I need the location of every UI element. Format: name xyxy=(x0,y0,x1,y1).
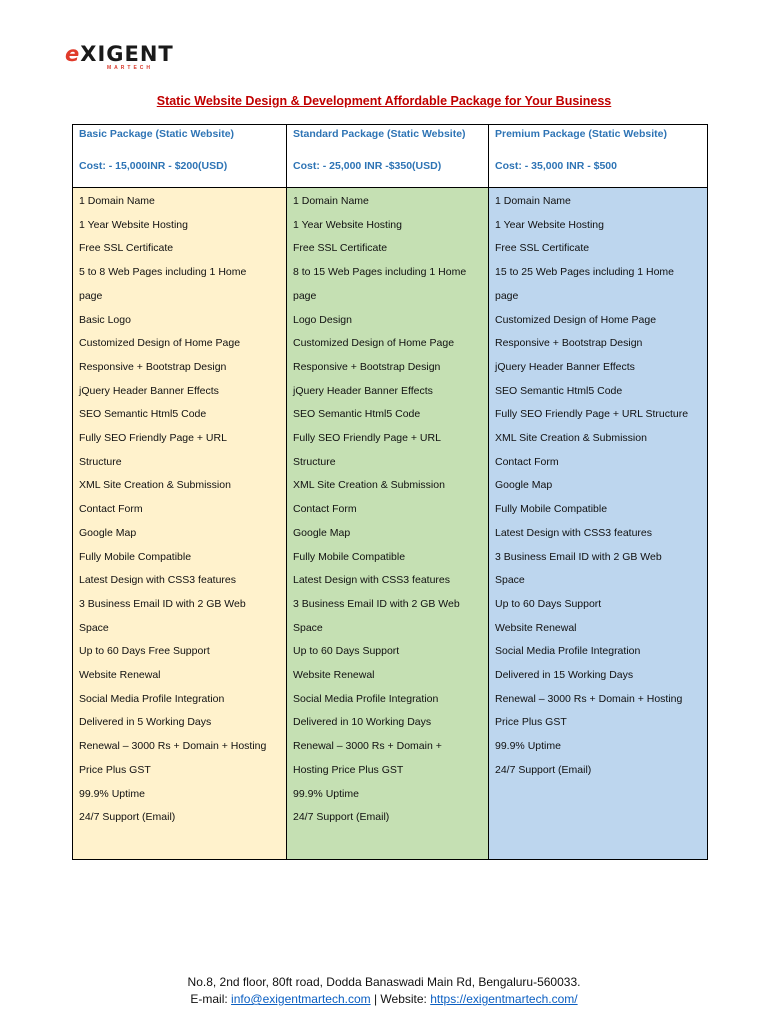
feature-item: Contact Form xyxy=(79,503,143,516)
feature-item: 15 to 25 Web Pages including 1 Home xyxy=(495,266,675,279)
package-column-premium xyxy=(488,125,707,859)
feature-item: 8 to 15 Web Pages including 1 Home xyxy=(293,266,467,279)
feature-item: Delivered in 15 Working Days xyxy=(495,669,634,682)
feature-item: jQuery Header Banner Effects xyxy=(79,384,219,397)
feature-item: Free SSL Certificate xyxy=(293,242,388,255)
feature-item: 5 to 8 Web Pages including 1 Home xyxy=(79,266,247,279)
feature-item: jQuery Header Banner Effects xyxy=(495,360,635,373)
feature-item: 3 Business Email ID with 2 GB Web xyxy=(79,597,246,610)
feature-item: Space xyxy=(293,621,323,634)
package-cost: Cost: - 25,000 INR -$350(USD) xyxy=(293,160,442,172)
package-cost: Cost: - 15,000INR - $200(USD) xyxy=(79,160,228,172)
feature-item: Responsive + Bootstrap Design xyxy=(495,337,643,350)
feature-item: 99.9% Uptime xyxy=(495,740,561,753)
feature-item: Google Map xyxy=(495,479,553,492)
feature-item: Fully SEO Friendly Page + URL xyxy=(79,432,227,445)
feature-item: Price Plus GST xyxy=(495,716,567,729)
company-logo xyxy=(65,44,174,74)
feature-item: Fully Mobile Compatible xyxy=(79,550,192,563)
logo-e-mark: e xyxy=(65,42,81,66)
footer xyxy=(0,974,768,1008)
feature-item: 24/7 Support (Email) xyxy=(293,811,390,824)
feature-item: Free SSL Certificate xyxy=(495,242,590,255)
packages-table xyxy=(72,124,708,860)
feature-item: Website Renewal xyxy=(79,669,161,682)
feature-item: 1 Domain Name xyxy=(293,195,369,207)
feature-item: Basic Logo xyxy=(79,313,131,326)
feature-item: jQuery Header Banner Effects xyxy=(293,384,433,397)
package-features xyxy=(73,188,286,859)
feature-item: SEO Semantic Html5 Code xyxy=(495,384,623,397)
footer-contact xyxy=(0,991,768,1008)
feature-item: Up to 60 Days Support xyxy=(293,645,400,658)
feature-item: 1 Domain Name xyxy=(79,195,155,207)
package-header xyxy=(287,125,488,188)
package-column-basic xyxy=(73,125,286,859)
feature-item: Hosting Price Plus GST xyxy=(293,763,404,776)
feature-item: page xyxy=(495,289,519,302)
feature-item: SEO Semantic Html5 Code xyxy=(79,408,207,421)
feature-item: 99.9% Uptime xyxy=(79,787,145,800)
feature-item: Fully Mobile Compatible xyxy=(293,550,406,563)
page-title: Static Website Design & Development Affordable Package for Your Business xyxy=(156,94,612,108)
feature-item: Renewal – 3000 Rs + Domain + xyxy=(293,740,442,753)
logo-wordmark xyxy=(65,44,174,64)
website-link[interactable]: https://exigentmartech.com/ xyxy=(430,992,578,1006)
feature-item: 3 Business Email ID with 2 GB Web xyxy=(495,550,662,563)
website-label: | Website: xyxy=(370,992,427,1006)
feature-item: Responsive + Bootstrap Design xyxy=(293,360,441,373)
feature-item: 24/7 Support (Email) xyxy=(79,811,176,824)
feature-item: Social Media Profile Integration xyxy=(293,692,439,705)
feature-item: XML Site Creation & Submission xyxy=(495,432,647,445)
email-link[interactable]: info@exigentmartech.com xyxy=(231,992,371,1006)
feature-item: 3 Business Email ID with 2 GB Web xyxy=(293,597,460,610)
feature-item: Social Media Profile Integration xyxy=(79,692,225,705)
feature-item: Customized Design of Home Page xyxy=(293,337,455,350)
feature-item: Google Map xyxy=(79,526,137,539)
feature-item: XML Site Creation & Submission xyxy=(293,479,445,492)
feature-item: Latest Design with CSS3 features xyxy=(79,574,236,587)
feature-item: 24/7 Support (Email) xyxy=(495,763,592,776)
package-name: Premium Package (Static Website) xyxy=(495,128,667,140)
feature-item: Logo Design xyxy=(293,313,352,326)
package-name: Standard Package (Static Website) xyxy=(293,128,466,140)
feature-item: 1 Year Website Hosting xyxy=(79,218,188,231)
feature-item: Space xyxy=(79,621,109,634)
logo-text: XIGENT xyxy=(80,42,174,66)
feature-item: Contact Form xyxy=(293,503,357,516)
footer-address: No.8, 2nd floor, 80ft road, Dodda Banaswadi Main Rd, Bengaluru-560033. xyxy=(187,975,581,989)
feature-item: Structure xyxy=(79,455,122,468)
feature-item: Renewal – 3000 Rs + Domain + Hosting xyxy=(79,740,267,753)
feature-item: XML Site Creation & Submission xyxy=(79,479,231,492)
feature-item: Customized Design of Home Page xyxy=(495,313,657,326)
feature-item: Up to 60 Days Support xyxy=(495,597,602,610)
package-header xyxy=(73,125,286,188)
feature-item: Structure xyxy=(293,455,336,468)
feature-item: Social Media Profile Integration xyxy=(495,645,641,658)
package-column-standard xyxy=(286,125,488,859)
feature-item: Latest Design with CSS3 features xyxy=(495,526,652,539)
feature-item: Up to 60 Days Free Support xyxy=(79,645,210,658)
feature-item: 99.9% Uptime xyxy=(293,787,359,800)
feature-item: Google Map xyxy=(293,526,351,539)
feature-item: Latest Design with CSS3 features xyxy=(293,574,450,587)
feature-item: Website Renewal xyxy=(293,669,375,682)
email-label: E-mail: xyxy=(190,992,228,1006)
feature-item: Free SSL Certificate xyxy=(79,242,174,255)
package-cost: Cost: - 35,000 INR - $500 xyxy=(495,160,617,172)
feature-item: 1 Year Website Hosting xyxy=(293,218,402,231)
package-features xyxy=(489,188,707,859)
feature-item: Delivered in 5 Working Days xyxy=(79,716,212,729)
package-header xyxy=(489,125,707,188)
feature-item: Renewal – 3000 Rs + Domain + Hosting xyxy=(495,692,683,705)
feature-item: Fully SEO Friendly Page + URL Structure xyxy=(495,408,689,421)
feature-item: Responsive + Bootstrap Design xyxy=(79,360,227,373)
feature-item: 1 Domain Name xyxy=(495,195,571,207)
package-features xyxy=(287,188,488,859)
feature-item: Space xyxy=(495,574,525,587)
feature-item: Customized Design of Home Page xyxy=(79,337,241,350)
logo-subtitle: MARTECH xyxy=(107,65,153,71)
feature-item: Price Plus GST xyxy=(79,763,151,776)
feature-item: Fully Mobile Compatible xyxy=(495,503,608,516)
feature-item: Delivered in 10 Working Days xyxy=(293,716,432,729)
feature-item: Contact Form xyxy=(495,455,559,468)
feature-item: SEO Semantic Html5 Code xyxy=(293,408,421,421)
feature-item: Fully SEO Friendly Page + URL xyxy=(293,432,441,445)
package-name: Basic Package (Static Website) xyxy=(79,128,235,140)
feature-item: Website Renewal xyxy=(495,621,577,634)
feature-item: page xyxy=(79,289,103,302)
feature-item: 1 Year Website Hosting xyxy=(495,218,604,231)
feature-item: page xyxy=(293,289,317,302)
